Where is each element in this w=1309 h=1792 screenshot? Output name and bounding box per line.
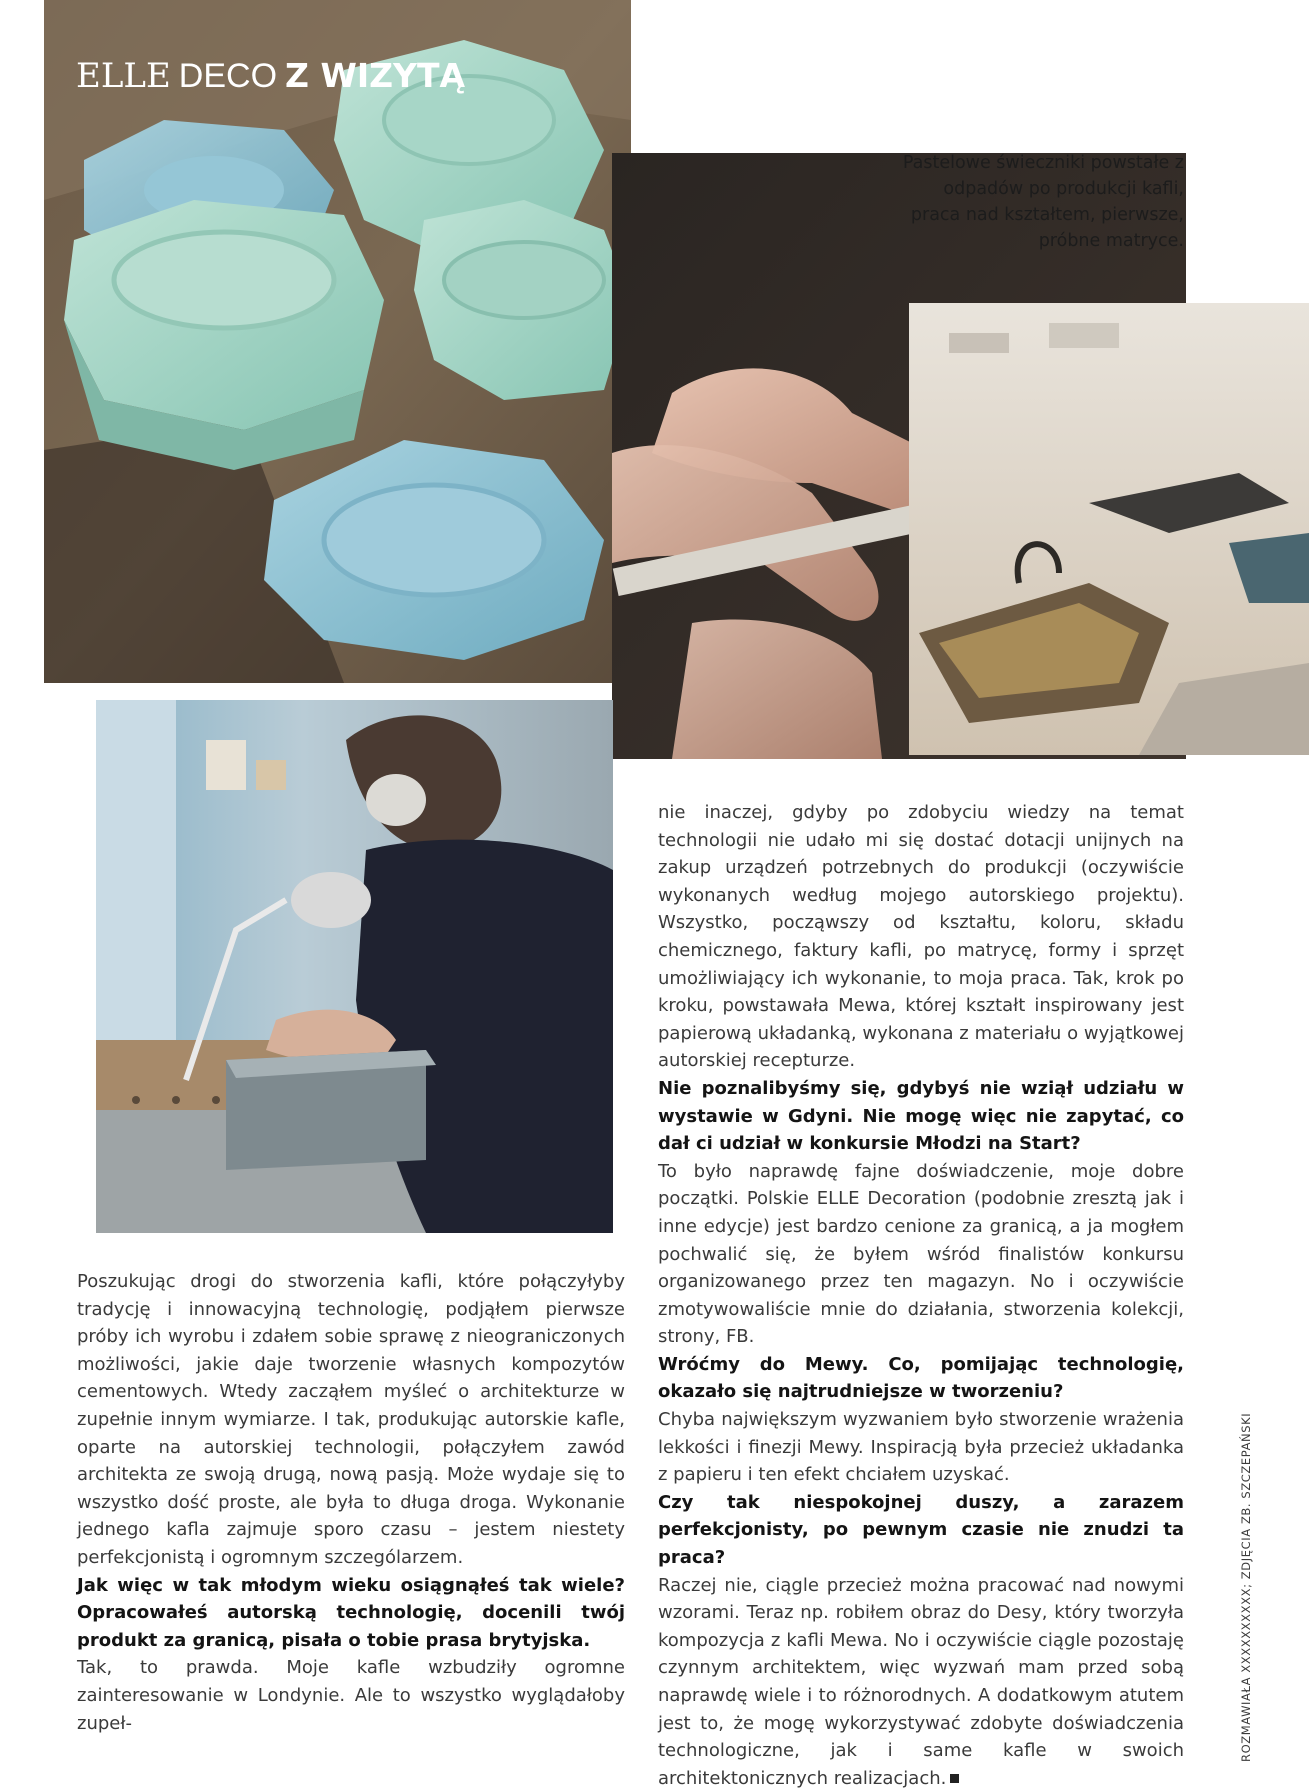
candleholders-image [44,0,631,683]
article-paragraph: Poszukując drogi do stworzenia kafli, które połączyłyby tradycję i innowacyjną technologię, podjąłem pierwsze próby ich wyrobu i zdałem sobie sprawę z nieograniczonych możliwości, jakie daje tworzenie własnych kompozytów cementowych. Wtedy zacząłem myśleć o architekturze w zupełnie innym wymiarze. I tak, produkując autorskie kafle, oparte na autorskiej technologii, połączyłem zawód architekta ze swoją drugą, nową pasją. Może wydaje się to wszystko dość proste, ale była to długa droga. Wykonanie jednego kafla zajmuje sporo czasu – jestem niestety perfekcjonistą i ogromnym szczególarzem. [77,1271,625,1568]
end-of-article-icon [950,1774,959,1783]
photo-caption: Pastelowe świeczniki powstałe z odpadów po produkcji kafli, praca nad kształtem, pierwsze, próbne matryce. [902,153,1184,251]
article-paragraph: To było naprawdę fajne doświadczenie, moje dobre początki. Polskie ELLE Decoration (podobnie zresztą jak i inne edycje) jest bardzo cenione za granicą, a ja mogłem pochwalić się, że byłem wśród finalistów konkursu organizowanego przez ten magazyn. No i oczywiście zmotywowaliście mnie do działania, stworzenia kolekcji, strony, FB. [658,1160,1184,1348]
article-paragraph-text: Raczej nie, ciągle przecież można pracować nad nowymi wzorami. Teraz np. robiłem obraz do Desy, który tworzyła kompozycja z kafli Mewa. No i oczywiście ciągle pozostaję czynnym architektem, więc wyzwań mam przed sobą naprawdę wiele i to różnorodnych. A dodatkowym atutem jest to, że mogę wykorzystywać zdobyte doświadczenia technologiczne, jak i same kafle w swoich architektonicznych realizacjach. [658,1574,1184,1789]
photo-workshop-man [96,700,613,1233]
brand-name: ELLE [76,56,171,96]
photo-credit: ROZMAWIAŁA XXXXXXXXXX; ZDJĘCIA ZB. SZCZEPAŃSKI [1239,1412,1253,1762]
photo-candleholders [44,0,631,683]
section-title: Z WIZYTĄ [285,56,466,95]
photo-matrix-molds [909,303,1309,755]
matrix-molds-image [909,303,1309,755]
workshop-man-image [96,700,613,1233]
article-paragraph: Tak, to prawda. Moje kafle wzbudziły ogromne zainteresowanie w Londynie. Ale to wszystko wyglądałoby zupeł- [77,1657,625,1734]
article-column-left [77,1268,625,1737]
interview-question: Nie poznalibyśmy się, gdybyś nie wziął udziału w wystawie w Gdyni. Nie mogę więc nie zapytać, co dał ci udział w konkursie Młodzi na Start? [658,1077,1184,1155]
article-paragraph: Chyba największym wyzwaniem było stworzenie wrażenia lekkości i finezji Mewy. Inspiracją była przecież układanka z papieru i ten efekt chciałem uzyskać. [658,1409,1184,1486]
article-paragraph: nie inaczej, gdyby po zdobyciu wiedzy na temat technologii nie udało mi się dostać dotacji unijnych na zakup urządzeń potrzebnych do produkcji (oczywiście wykonanych według mojego autorskiego projektu). Wszystko, począwszy od kształtu, koloru, składu chemicznego, faktury kafli, po matrycę, formy i sprzęt umożliwiający ich wykonanie, to moja praca. Tak, krok po kroku, powstawała Mewa, której kształt inspirowany jest papierową układanką, wykonana z materiału o wyjątkowej autorskiej recepturze. [658,802,1184,1072]
article-column-right [658,799,1184,1792]
article-paragraph-final [658,1572,1184,1792]
interview-question: Wróćmy do Mewy. Co, pomijając technologię, okazało się najtrudniejsze w tworzeniu? [658,1353,1184,1403]
magazine-logo [76,56,465,96]
brand-subname: DECO [178,57,278,95]
interview-question: Czy tak niespokojnej duszy, a zarazem perfekcjonisty, po pewnym czasie nie znudzi ta praca? [658,1491,1184,1569]
interview-question: Jak więc w tak młodym wieku osiągnąłeś tak wiele? Opracowałeś autorską technologię, docenili twój produkt za granicą, pisała o tobie prasa brytyjska. [77,1574,625,1651]
